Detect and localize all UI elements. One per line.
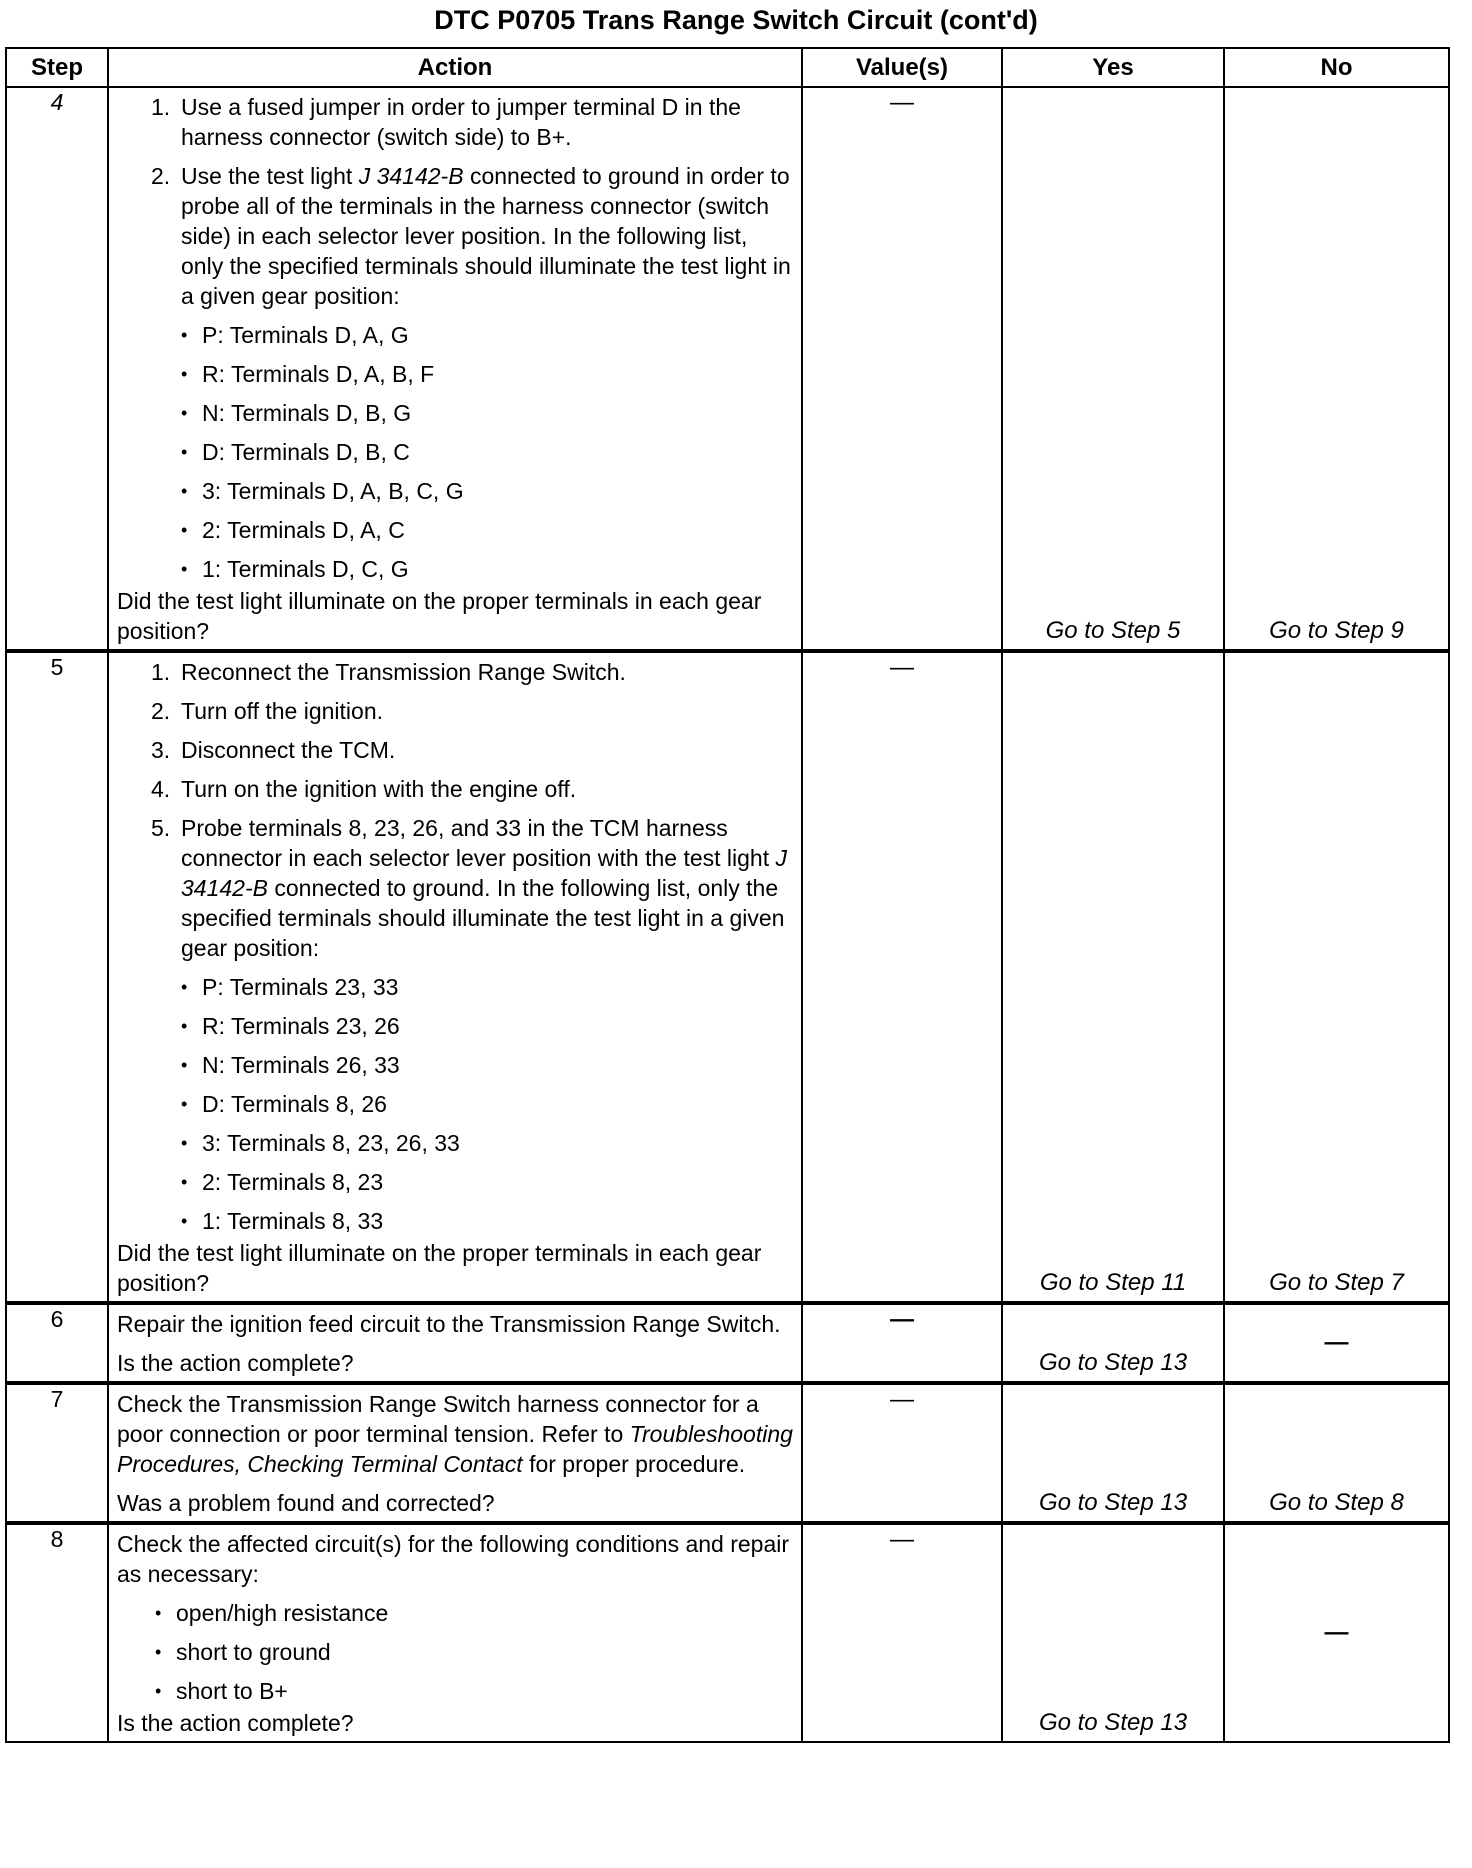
procedure-step: 4. Turn on the ignition with the engine off.	[151, 776, 577, 802]
yes-goto: Go to Step 5	[1045, 617, 1181, 644]
header-row	[6, 48, 1449, 87]
procedure-step: 1. Use a fused jumper in order to jumper terminal D in the harness connector (switch side) to B+.	[151, 94, 741, 150]
yes-goto: Go to Step 13	[1038, 1489, 1188, 1516]
procedure-step: 2. Use the test light J 34142-B connected to ground in order to probe all of the terminals in the harness connector (switch side) in each selector lever position. In the following list, only the specified terminals should illuminate the test light in a given gear position:	[151, 163, 791, 309]
value-cell: —	[802, 651, 1002, 1303]
table-row	[6, 1383, 1449, 1523]
procedure-step: 5. Probe terminals 8, 23, 26, and 33 in the TCM harness connector in each selector lever position with the test light J 34142-B connected to ground. In the following list, only the specified terminals should illuminate the test light in a given gear position:	[151, 815, 787, 961]
yes-cell	[1002, 651, 1224, 1303]
action-question: Is the action complete?	[117, 1710, 354, 1736]
yes-goto: Go to Step 11	[1039, 1269, 1187, 1296]
list-item: • R: Terminals 23, 26	[177, 1011, 795, 1041]
list-item: • 1: Terminals 8, 33	[177, 1206, 795, 1236]
step-number: 7	[6, 1383, 108, 1523]
value-cell: —	[802, 87, 1002, 651]
value-cell: —	[802, 1523, 1002, 1742]
yes-goto: Go to Step 13	[1038, 1349, 1188, 1376]
table-row	[6, 87, 1449, 651]
no-cell	[1224, 1523, 1449, 1742]
list-item: • short to B+	[151, 1676, 795, 1706]
list-item: • N: Terminals D, B, G	[177, 398, 795, 428]
list-item: • P: Terminals D, A, G	[177, 320, 795, 350]
action-question: Is the action complete?	[117, 1350, 354, 1376]
yes-cell	[1002, 1523, 1224, 1742]
action-cell	[108, 1303, 802, 1383]
header-yes: Yes	[1002, 48, 1224, 87]
list-item: • 3: Terminals 8, 23, 26, 33	[177, 1128, 795, 1158]
list-item: • 2: Terminals 8, 23	[177, 1167, 795, 1197]
page-title: DTC P0705 Trans Range Switch Circuit (cont'd)	[434, 5, 1038, 35]
action-question: Did the test light illuminate on the proper terminals in each gear position?	[117, 1240, 762, 1296]
action-cell	[108, 1383, 802, 1523]
step-number: 4	[6, 87, 108, 651]
list-item: • 3: Terminals D, A, B, C, G	[177, 476, 795, 506]
procedure-step: 1. Reconnect the Transmission Range Switch.	[151, 659, 626, 685]
action-text: Repair the ignition feed circuit to the Transmission Range Switch.	[117, 1311, 781, 1337]
no-goto: Go to Step 8	[1269, 1489, 1404, 1516]
manual-reference: Troubleshooting Procedures, Checking Terminal Contact	[117, 1421, 793, 1477]
action-text: Check the affected circuit(s) for the following conditions and repair as necessary:	[117, 1531, 790, 1587]
gear-terminal-list	[117, 320, 795, 584]
step-number: 8	[6, 1523, 108, 1742]
no-value: —	[1324, 1619, 1349, 1646]
list-item: • 2: Terminals D, A, C	[177, 515, 795, 545]
header-action: Action	[108, 48, 802, 87]
action-question: Was a problem found and corrected?	[117, 1490, 495, 1516]
list-item: • short to ground	[151, 1637, 795, 1667]
step-number: 5	[6, 651, 108, 1303]
tool-reference: J 34142-B	[358, 163, 464, 189]
action-cell	[108, 1523, 802, 1742]
list-item: • P: Terminals 23, 33	[177, 972, 795, 1002]
no-cell	[1224, 87, 1449, 651]
list-item: • 1: Terminals D, C, G	[177, 554, 795, 584]
yes-cell	[1002, 87, 1224, 651]
value-cell: —	[802, 1303, 1002, 1383]
step-number: 6	[6, 1303, 108, 1383]
action-question: Did the test light illuminate on the proper terminals in each gear position?	[117, 588, 762, 644]
table-row	[6, 651, 1449, 1303]
tool-reference: J 34142-B	[181, 845, 787, 901]
no-value: —	[1324, 1329, 1349, 1356]
yes-goto: Go to Step 13	[1038, 1709, 1188, 1736]
yes-cell	[1002, 1303, 1224, 1383]
action-cell	[108, 87, 802, 651]
no-cell	[1224, 1303, 1449, 1383]
table-row	[6, 1303, 1449, 1383]
no-goto: Go to Step 7	[1269, 1269, 1404, 1296]
action-text: Check the Transmission Range Switch harness connector for a poor connection or poor terminal tension. Refer to Troubleshooting Procedures, Checking Terminal Contact for proper procedure.	[117, 1391, 793, 1477]
yes-cell	[1002, 1383, 1224, 1523]
procedure-step: 2. Turn off the ignition.	[151, 698, 384, 724]
header-value: Value(s)	[802, 48, 1002, 87]
list-item: • D: Terminals D, B, C	[177, 437, 795, 467]
list-item: • N: Terminals 26, 33	[177, 1050, 795, 1080]
header-step: Step	[6, 48, 108, 87]
no-goto: Go to Step 9	[1269, 617, 1404, 644]
no-cell	[1224, 651, 1449, 1303]
value-cell: —	[802, 1383, 1002, 1523]
list-item: • open/high resistance	[151, 1598, 795, 1628]
gear-terminal-list	[117, 972, 795, 1236]
header-no: No	[1224, 48, 1449, 87]
no-cell	[1224, 1383, 1449, 1523]
diagnostic-table	[5, 47, 1450, 1743]
action-cell	[108, 651, 802, 1303]
procedure-list	[117, 657, 795, 963]
procedure-list	[117, 92, 795, 311]
table-row	[6, 1523, 1449, 1742]
list-item: • R: Terminals D, A, B, F	[177, 359, 795, 389]
condition-list	[117, 1598, 795, 1706]
procedure-step: 3. Disconnect the TCM.	[151, 737, 396, 763]
list-item: • D: Terminals 8, 26	[177, 1089, 795, 1119]
